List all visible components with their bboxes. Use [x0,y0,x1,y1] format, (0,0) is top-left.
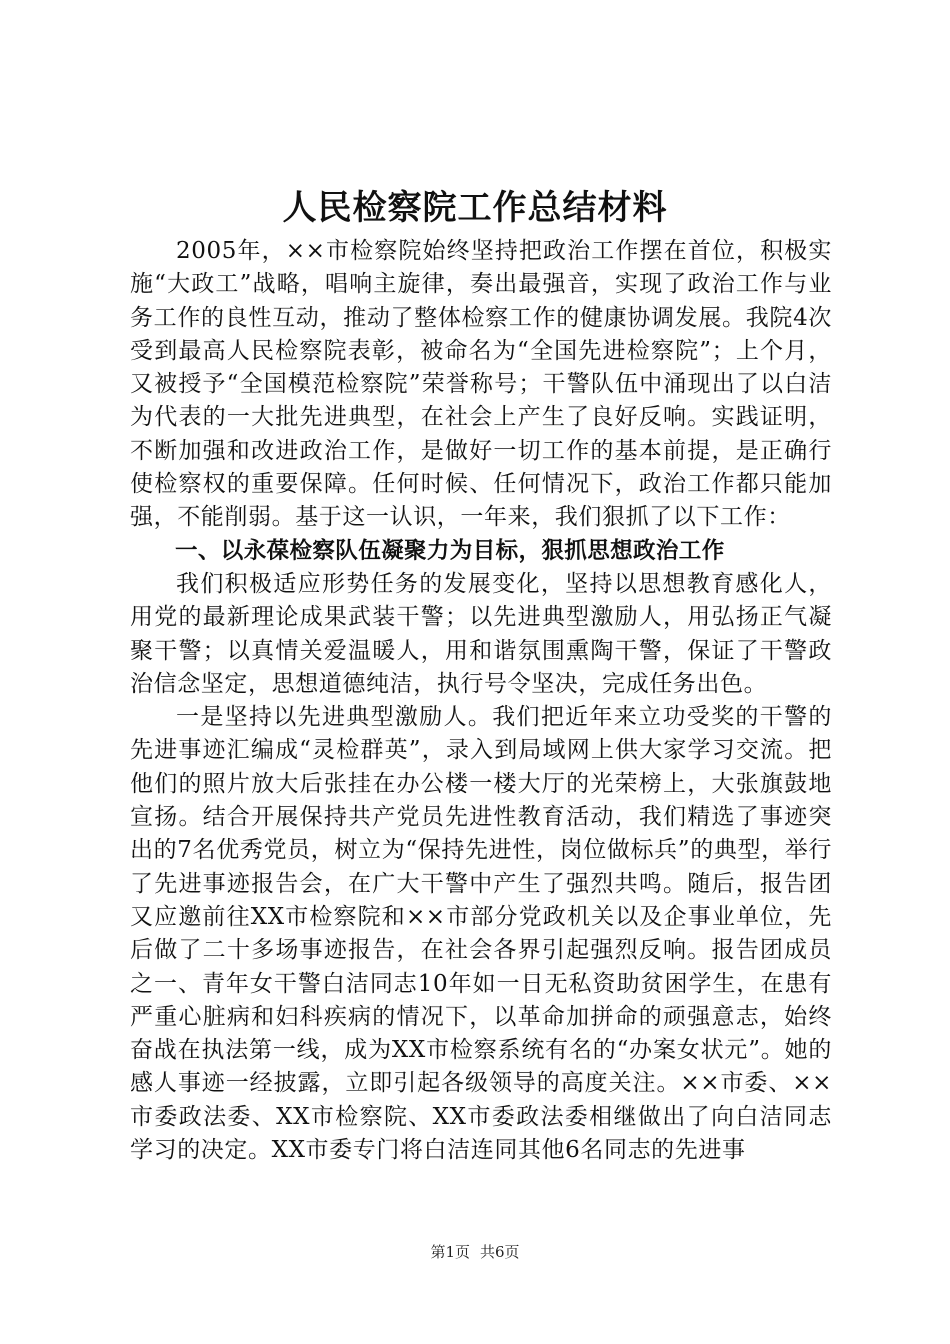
section-heading: 一、以永葆检察队伍凝聚力为目标，狠抓思想政治工作 [175,537,725,564]
section-paragraph: 我们积极适应形势任务的发展变化，坚持以思想教育感化人，用党的最新理论成果武装干警；以先进典型激励人，用弘扬正气凝聚干警；以真情关爱温暖人，用和谐氛围熏陶干警，保证了干警政治信念坚定，思想道德纯洁，执行号令坚决，完成任务出色。 [130,570,832,697]
section-paragraph: 一是坚持以先进典型激励人。我们把近年来立功受奖的干警的先进事迹汇编成“灵检群英”，录入到局域网上供大家学习交流。把他们的照片放大后张挂在办公楼一楼大厅的光荣榜上，大张旗鼓地宣扬。结合开展保持共产党员先进性教育活动，我们精选了事迹突出的7名优秀党员，树立为“保持先进性，岗位做标兵”的典型，举行了先进事迹报告会，在广大干警中产生了强烈共鸣。随后，报告团又应邀前往XX市检察院和××市部分党政机关以及企事业单位，先后做了二十多场事迹报告，在社会各界引起强烈反响。报告团成员之一、青年女干警白洁同志10年如一日无私资助贫困学生，在患有严重心脏病和妇科疾病的情况下，以革命加拼命的顽强意志，始终奋战在执法第一线，成为XX市检察系统有名的“办案女状元”。她的感人事迹一经披露，立即引起各级领导的高度关注。××市委、××市委政法委、XX市检察院、XX市委政法委相继做出了向白洁同志学习的决定。XX市委专门将白洁连同其他6名同志的先进事 [130,704,832,1164]
document-title: 人民检察院工作总结材料 [282,188,668,228]
page-footer [0,1242,950,1262]
intro-paragraph: 2005年，××市检察院始终坚持把政治工作摆在首位，积极实施“大政工”战略，唱响主旋律，奏出最强音，实现了政治工作与业务工作的良性互动，推动了整体检察工作的健康协调发展。我院4次受到最高人民检察院表彰，被命名为“全国先进检察院”；上个月，又被授予“全国模范检察院”荣誉称号；干警队伍中涌现出了以白洁为代表的一大批先进典型，在社会上产生了良好反响。实践证明，不断加强和改进政治工作，是做好一切工作的基本前提，是正确行使检察权的重要保障。任何时候、任何情况下，政治工作都只能加强，不能削弱。基于这一认识，一年来，我们狠抓了以下工作： [130,238,832,531]
page-number: 第1页 [430,1243,470,1261]
document-body [130,235,832,1167]
page-total: 共6页 [480,1243,520,1261]
